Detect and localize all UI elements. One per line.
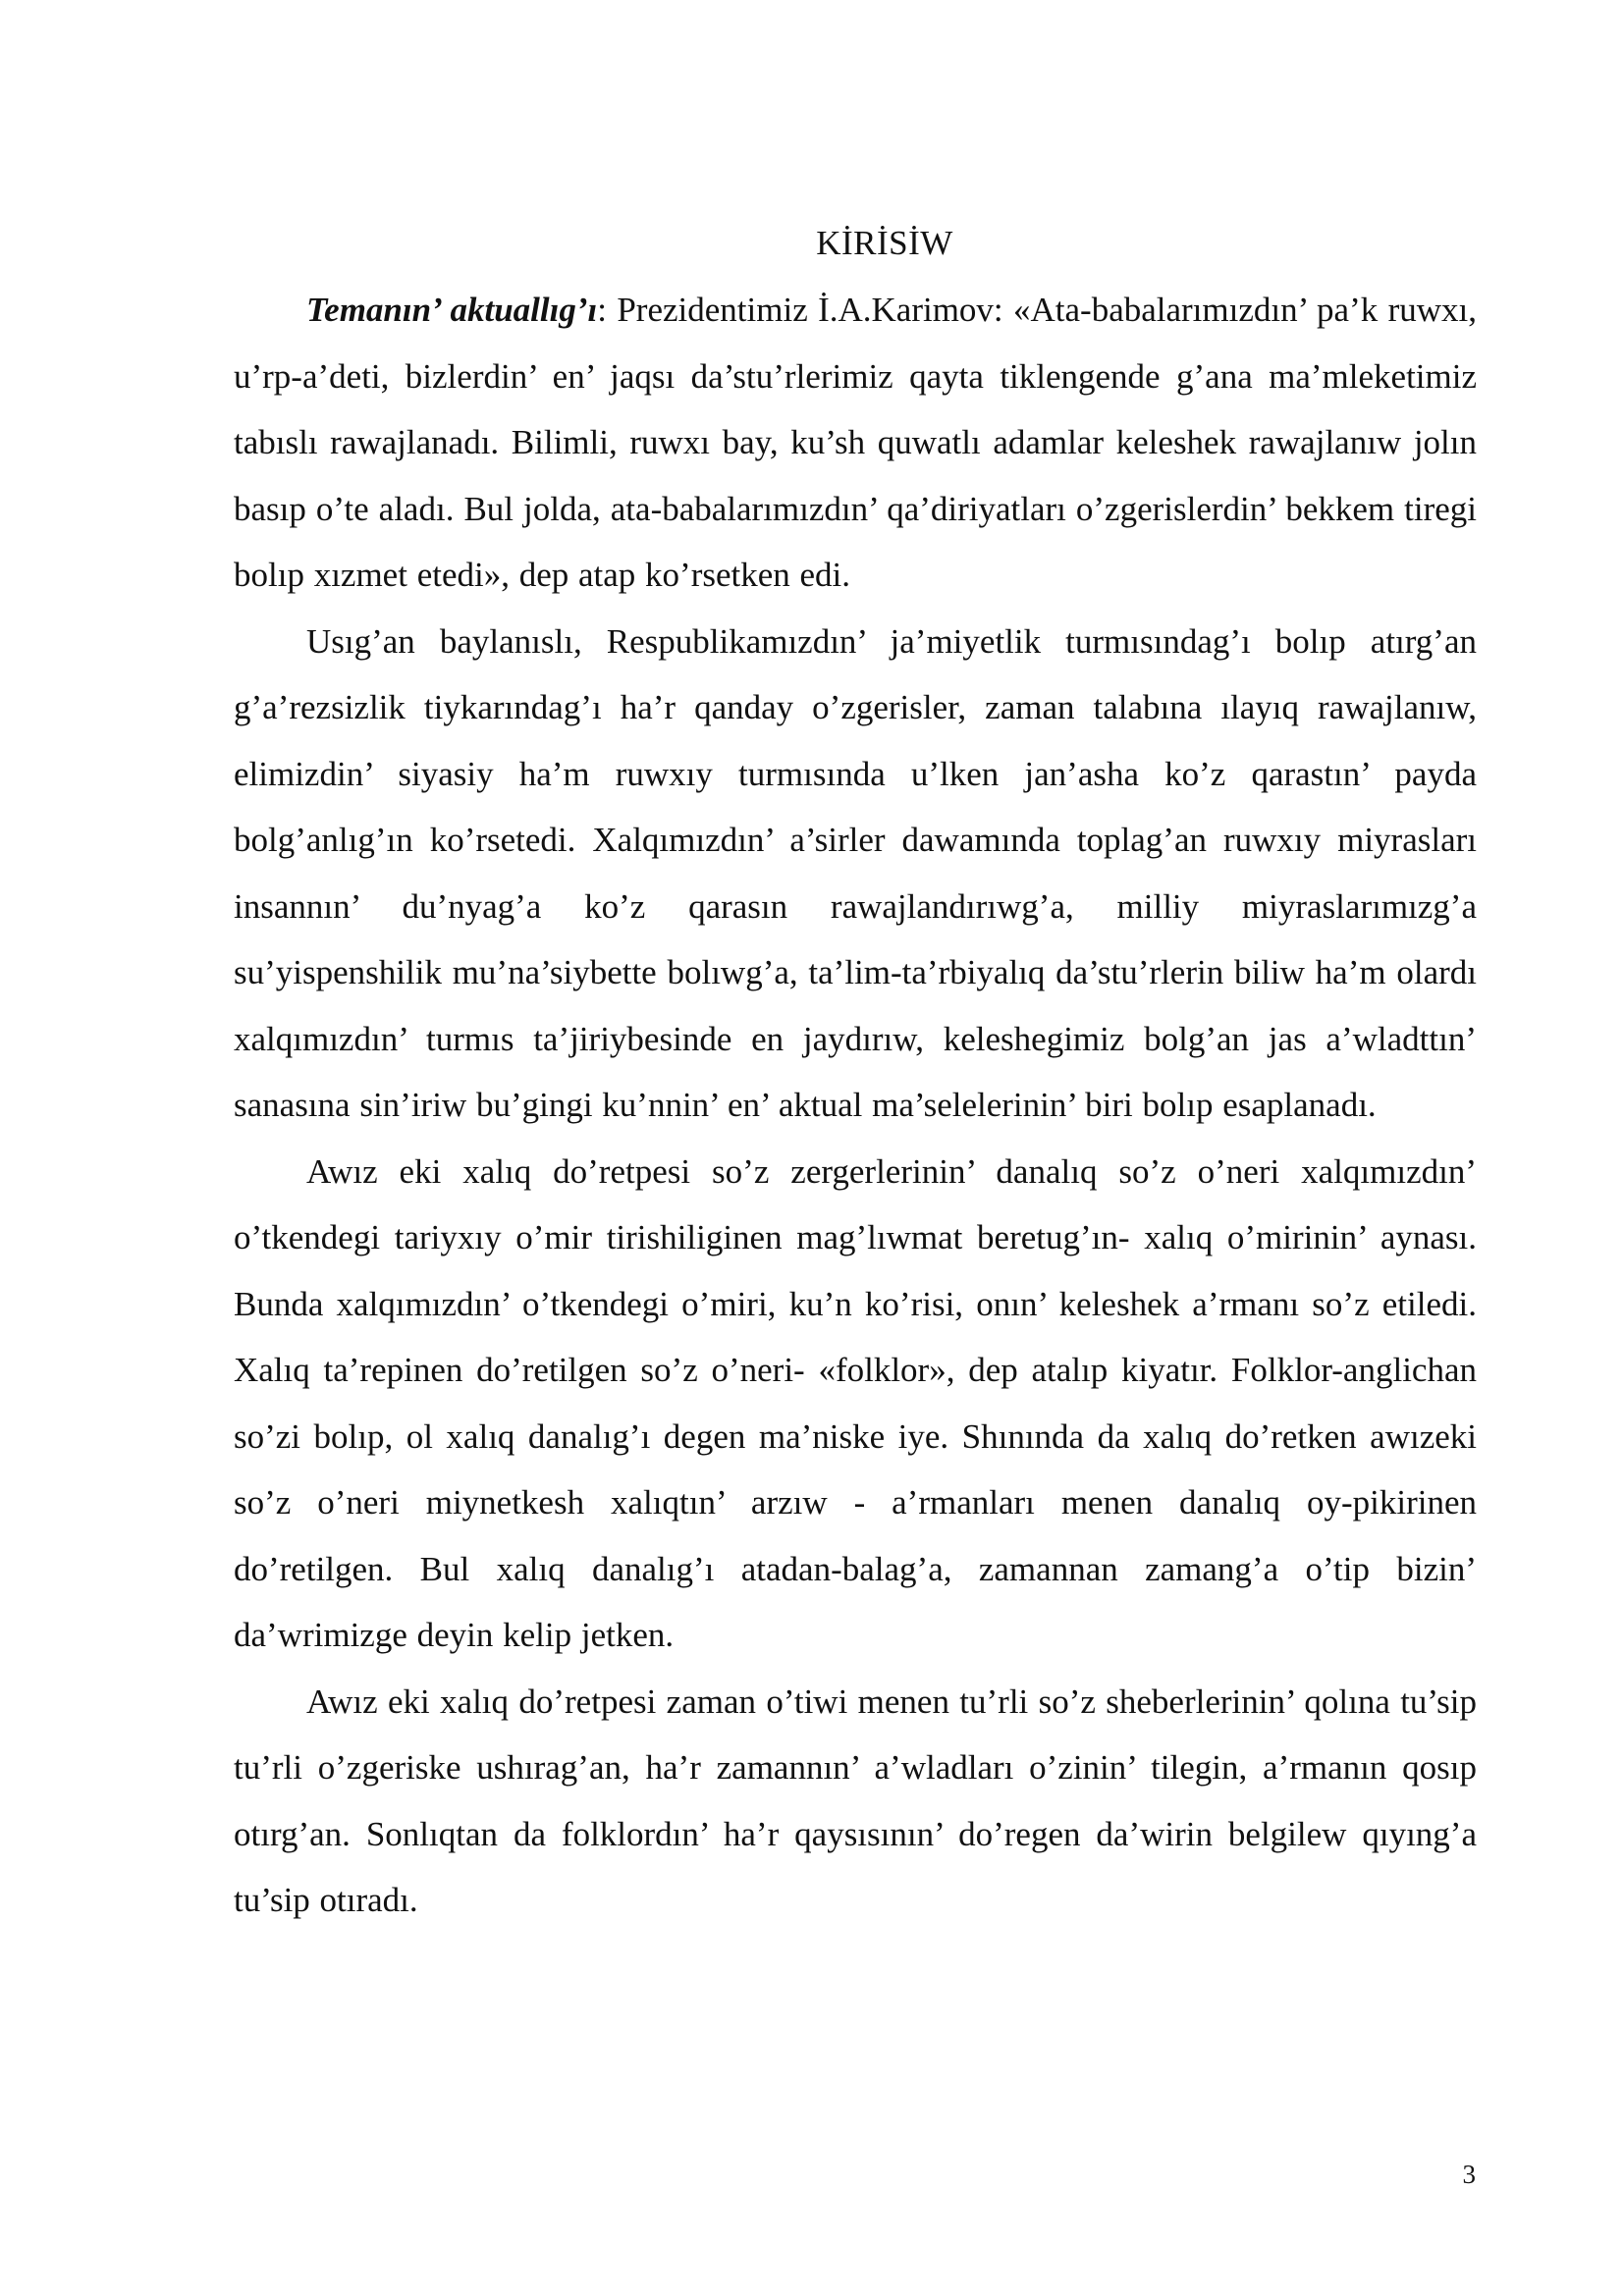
page-number: 3 <box>1462 2160 1476 2189</box>
paragraph-independence: Usıg’an baylanıslı, Respublikamızdın’ ja’miyetlik turmısındag’ı bolıp atırg’an g’a’rezsizlik tiykarındag’ı ha’r qanday o’zgerisler, zaman talabına ılayıq rawajlanıw, elimizdin’ siyasiy ha’m ruwxıy turmısında u’lken jan’asha ko’z qarastın’ payda bolg’anlıg’ın ko’rsetedi. Xalqımızdın’ a’sirler dawamında toplag’an ruwxıy miyrasları insannın’ du’nyag’a ko’z qarasın rawajlandırıwg’a, milliy miyraslarımızg’a su’yispenshilik mu’na’siybette bolıwg’a, ta’lim-ta’rbiyalıq da’stu’rlerin biliw ha’m olardı xalqımızdın’ turmıs ta’jiriybesinde en jaydırıw, keleshegimiz bolg’an jas a’wladttın’ sanasına sin’iriw bu’gingi ku’nnin’ en’ aktual ma’selelerinin’ biri bolıp esaplanadı. <box>234 621 1477 1124</box>
paragraph-text: Prezidentimiz İ.A.Karimov: «Ata-babalarımızdın’ pa’k ruwxı, u’rp-a’deti, bizlerdin’ en’ jaqsı da’stu’rlerimiz qayta tiklengende g’ana ma’mleketimiz tabıslı rawajlanadı. Bilimli, ruwxı bay, ku’sh quwatlı adamlar keleshek rawajlanıw jolın basıp o’te aladı. Bul jolda, ata-babalarımızdın’ qa’diriyatları o’zgerislerdin’ bekkem tiregi bolıp xızmet etedi», dep atap ko’rsetken edi. <box>234 291 1477 594</box>
paragraph-relevance <box>234 277 1477 609</box>
lead-term-colon: : <box>597 291 607 329</box>
section-heading: KİRİSİW <box>816 224 953 262</box>
paragraph-folklor: Awız eki xalıq do’retpesi so’z zergerlerinin’ danalıq so’z o’neri xalqımızdın’ o’tkendegi tariyxıy o’mir tirishiliginen mag’lıwmat beretug’ın- xalıq o’mirinin’ aynası. Bunda xalqımızdın’ o’tkendegi o’miri, ku’n ko’risi, onın’ keleshek a’rmanı so’z etiledi. Xalıq ta’repinen do’retilgen so’z o’neri- «folklor», dep atalıp kiyatır. Folklor-anglichan so’zi bolıp, ol xalıq danalıg’ı degen ma’niske iye. Shınında da xalıq do’retken awızeki so’z o’neri miynetkesh xalıqtın’ arzıw - a’rmanları menen danalıq oy-pikirinen do’retilgen. Bul xalıq danalıg’ı atadan-balag’a, zamannan zamang’a o’tip bizin’ da’wrimizge deyin kelip jetken. <box>234 1151 1477 1654</box>
paragraph-oral-tradition: Awız eki xalıq do’retpesi zaman o’tiwi menen tu’rli so’z sheberlerinin’ qolına tu’sip tu’rli o’zgeriske ushırag’an, ha’r zamannın’ a’wladları o’zinin’ tilegin, a’rmanın qosıp otırg’an. Sonlıqtan da folklordın’ ha’r qaysısının’ do’regen da’wirin belgilew qıyıng’a tu’sip otıradı. <box>234 1682 1477 1919</box>
page-body <box>234 214 1477 1934</box>
topic-relevance-term: Temanın’ aktuallıg’ı <box>306 291 598 329</box>
